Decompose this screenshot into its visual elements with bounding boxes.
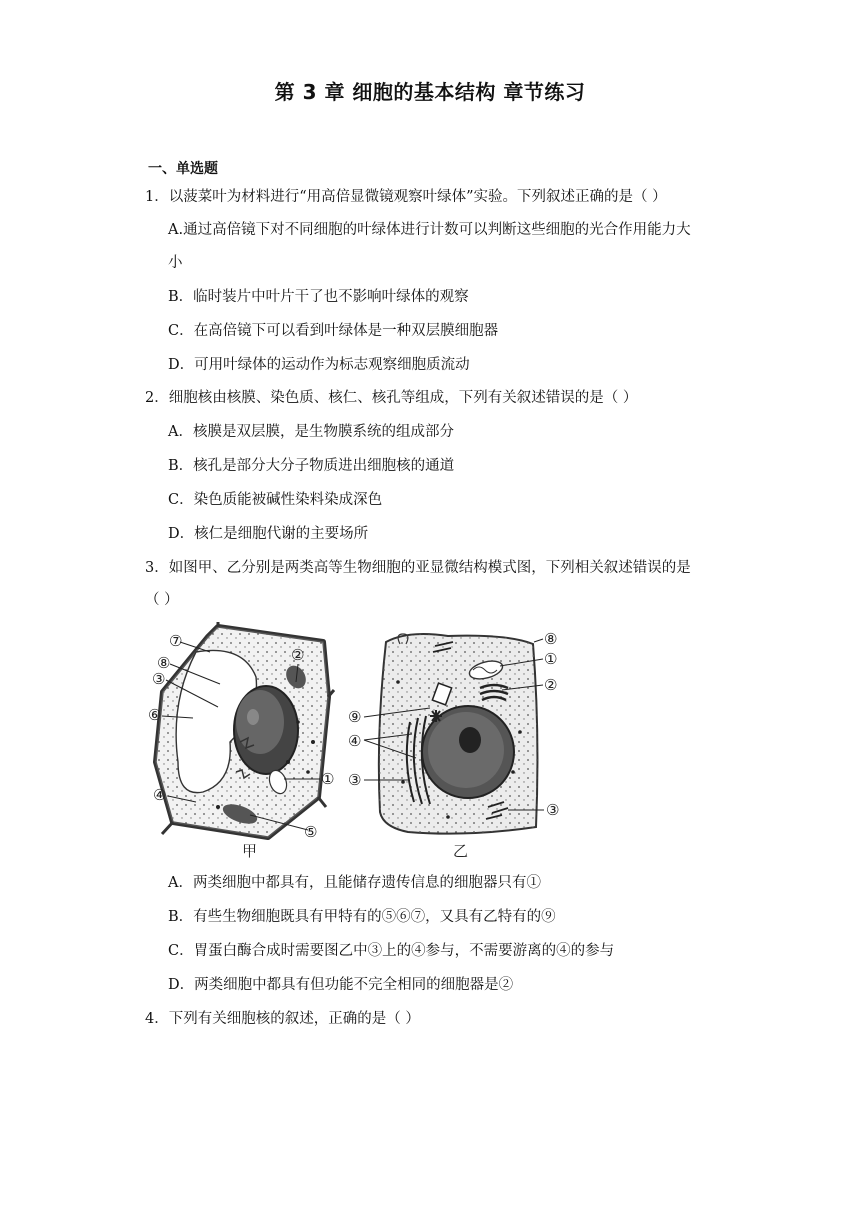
- marker-left-3: ③: [152, 670, 166, 688]
- marker-right-9: ⑨: [348, 708, 362, 726]
- marker-left-5: ⑤: [304, 823, 318, 841]
- marker-left-4: ④: [153, 786, 167, 804]
- question-1-option-c: C．在高倍镜下可以看到叶绿体是一种双层膜细胞器: [168, 323, 499, 339]
- question-2-option-b: B．核孔是部分大分子物质进出细胞核的通道: [168, 458, 455, 474]
- marker-right-8: ⑧: [544, 630, 558, 648]
- marker-left-6: ⑥: [148, 706, 162, 724]
- question-3-option-c: C．胃蛋白酶合成时需要图乙中③上的④参与，不需要游离的④的参与: [168, 943, 615, 959]
- marker-left-7: ⑦: [169, 632, 183, 650]
- question-2-option-d: D．核仁是细胞代谢的主要场所: [168, 526, 369, 542]
- page-title: 第 3 章 细胞的基本结构 章节练习: [274, 80, 586, 104]
- marker-left-8: ⑧: [157, 654, 171, 672]
- question-3-option-a: A．两类细胞中都具有，且能储存遗传信息的细胞器只有①: [168, 875, 541, 891]
- question-4-stem: 4．下列有关细胞核的叙述，正确的是（ ）: [145, 1011, 420, 1027]
- question-1-option-a-cont: 小: [168, 255, 183, 271]
- question-1-option-a: A.通过高倍镜下对不同细胞的叶绿体进行计数可以判断这些细胞的光合作用能力大: [168, 222, 691, 238]
- cell-structure-diagram: [148, 622, 568, 860]
- question-1-option-b: B．临时装片中叶片干了也不影响叶绿体的观察: [168, 289, 469, 305]
- label-jia: 甲: [242, 842, 258, 860]
- marker-right-1: ①: [544, 650, 558, 668]
- question-3-option-d: D．两类细胞中都具有但功能不完全相同的细胞器是②: [168, 977, 514, 993]
- centriole-shape: [430, 710, 442, 722]
- marker-right-3b: ③: [546, 801, 560, 819]
- question-2-stem: 2．细胞核由核膜、染色质、核仁、核孔等组成，下列有关叙述错误的是（ ）: [145, 390, 638, 406]
- marker-right-2: ②: [544, 676, 558, 694]
- question-1-stem: 1．以菠菜叶为材料进行“用高倍显微镜观察叶绿体”实验。下列叙述正确的是（ ）: [145, 189, 667, 205]
- section-heading: 一、单选题: [148, 161, 218, 177]
- question-3-stem: 3．如图甲、乙分别是两类高等生物细胞的亚显微结构模式图，下列相关叙述错误的是: [145, 560, 691, 576]
- question-3-option-b: B．有些生物细胞既具有甲特有的⑤⑥⑦，又具有乙特有的⑨: [168, 909, 556, 925]
- question-2-option-a: A．核膜是双层膜，是生物膜系统的组成部分: [168, 424, 454, 440]
- marker-left-1: ①: [321, 770, 335, 788]
- question-3-stem-paren: （ ）: [145, 592, 179, 608]
- plant-cell-jia: [148, 622, 334, 860]
- marker-right-4: ④: [348, 732, 362, 750]
- animal-cell-yi: [348, 630, 559, 860]
- marker-left-2: ②: [291, 646, 305, 664]
- question-2-option-c: C．染色质能被碱性染料染成深色: [168, 492, 383, 508]
- label-yi: 乙: [453, 842, 469, 860]
- marker-right-3a: ③: [348, 771, 362, 789]
- question-1-option-d: D．可用叶绿体的运动作为标志观察细胞质流动: [168, 357, 470, 373]
